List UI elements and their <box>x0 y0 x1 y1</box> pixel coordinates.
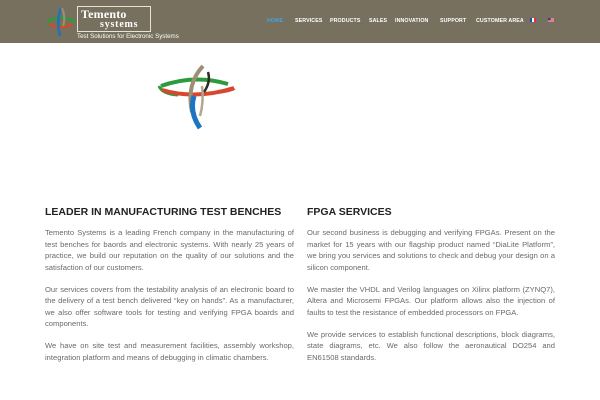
leader-paragraph: We have on site test and measurement facilities, assembly workshop, integration platform and means of debugging in climatic chambers. <box>45 341 294 362</box>
us-flag-icon[interactable] <box>548 18 554 22</box>
fpga-paragraph: Our second business is debugging and verifying FPGAs. Present on the market for 15 years with our flagship product named “DiaLite Platform”, we bring you services and solutions to check and debug your design on a silicon component. <box>307 228 555 272</box>
main-nav <box>0 17 600 27</box>
brand-name: Temento <box>81 7 127 21</box>
nav-item-services[interactable]: SERVICES <box>295 18 323 24</box>
french-flag-icon[interactable] <box>530 18 536 22</box>
fpga-paragraph: We master the VHDL and Verilog languages on Xilinx platform (ZYNQ7), Altera and Microsemi FPGAs. Our platform allows also the injection of faults to test the resistance of embedded processors on FPGA. <box>307 284 555 317</box>
leader-section <box>45 205 294 374</box>
nav-item-sales[interactable]: SALES <box>369 18 388 24</box>
nav-item-support[interactable]: SUPPORT <box>440 18 467 24</box>
nav-item-products[interactable]: PRODUCTS <box>330 18 361 24</box>
brand-tagline: Test Solutions for Electronic Systems <box>77 33 179 40</box>
fpga-heading: FPGA SERVICES <box>307 206 392 218</box>
fpga-paragraph: We provide services to establish functional descriptions, block diagrams, state diagrams, etc. We also follow the aeronautical DO254 and EN61508 standards. <box>307 329 555 362</box>
brand-subname: systems <box>100 19 139 30</box>
fpga-section <box>307 205 555 374</box>
leader-paragraph: Our services covers from the testability analysis of an electronic board to the delivery of a test bench delivered “key on hands”. As a manufacturer, we also offer software tools for testing and verifying FPGA boards and components. <box>45 284 294 328</box>
nav-item-innovation[interactable]: INNOVATION <box>395 18 429 24</box>
nav-item-home[interactable]: HOME <box>267 18 284 24</box>
leader-paragraph: Temento Systems is a leading French company in the manufacturing of test benches for baords and electronic systems. With nearly 25 years of practice, we build our reputation on the quality of our solutions and the satisfaction of our customers. <box>45 228 294 272</box>
nav-item-customer-area[interactable]: CUSTOMER AREA <box>476 18 524 24</box>
temento-logo-mark-icon <box>156 62 236 130</box>
site-header <box>0 0 600 43</box>
leader-heading: LEADER IN MANUFACTURING TEST BENCHES <box>45 206 282 218</box>
